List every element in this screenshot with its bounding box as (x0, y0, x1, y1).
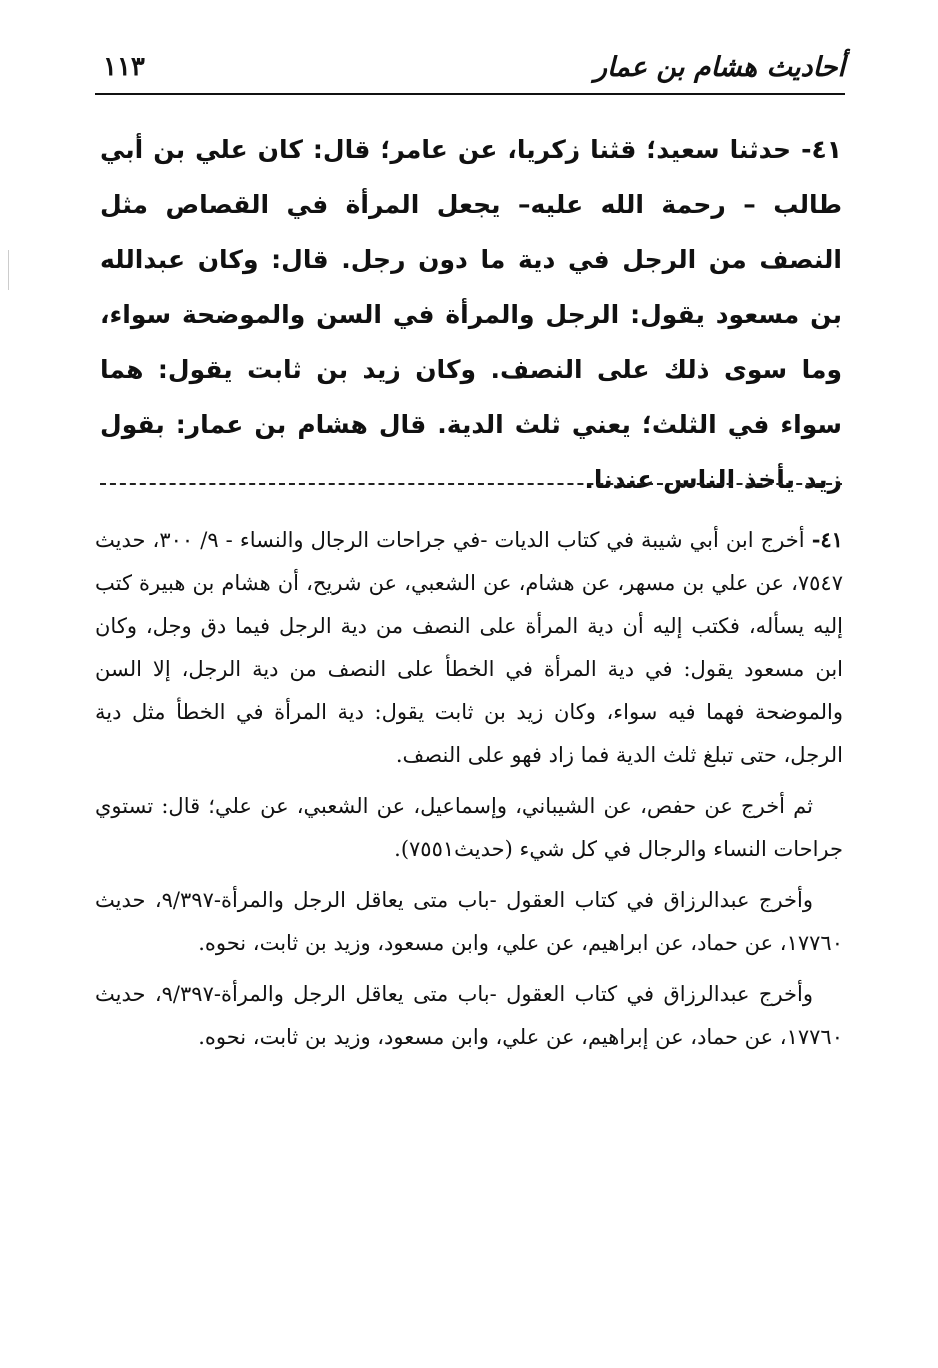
page-number: ١١٣ (103, 52, 145, 82)
running-header (95, 48, 845, 88)
hadith-text (100, 122, 842, 507)
footnotes (95, 518, 843, 1067)
footnote-text: ثم أخرج عن حفص، عن الشيباني، وإسماعيل، عن الشعبي، عن علي؛ قال: تستوي جراحات النساء والرجال في كل شيء (حديث٧٥٥١). (95, 794, 843, 861)
hadith-body: حدثنا سعيد؛ قثنا زكريا، عن عامر؛ قال: كان علي بن أبي طالب – رحمة الله عليه– يجعل المرأة في القصاص مثل النصف من الرجل في دية ما دون رجل. قال: وكان عبدالله بن مسعود يقول: الرجل والمرأة في السن والموضحة سواء، وما سوى ذلك على النصف. وكان زيد بن ثابت يقول: هما سواء في الثلث؛ يعني ثلث الدية. قال هشام بن عمار: بقول زيد يأخذ الناس عندنا. (100, 135, 842, 494)
footnote-paragraph (95, 879, 843, 965)
footnote-number: ٤١- (811, 527, 843, 552)
footnote-text: وأخرج عبدالرزاق في كتاب العقول -باب متى يعاقل الرجل والمرأة-٩/٣٩٧، حديث ١٧٧٦٠، عن حماد، عن ابراهيم، عن علي، وابن مسعود، وزيد بن ثابت، نحوه. (95, 888, 843, 955)
scan-edge-mark (8, 250, 9, 290)
footnote-paragraph (95, 785, 843, 871)
footnote-text: أخرج ابن أبي شيبة في كتاب الديات -في جراحات الرجال والنساء - ٩/ ٣٠٠، حديث ٧٥٤٧، عن علي بن مسهر، عن هشام، عن الشعبي، عن شريح، أن هشام بن هبيرة كتب إليه يسأله، فكتب إليه أن دية المرأة على النصف من دية الرجل فيما دق وجل، وكان ابن مسعود يقول: في دية المرأة في الخطأ على النصف من دية الرجل، إلا السن والموضحة فهما فيه سواء، وكان زيد بن ثابت يقول: دية المرأة في الخطأ مثل دية الرجل، حتى تبلغ ثلث الدية فما زاد فهو على النصف. (95, 528, 843, 767)
footnote-separator (100, 483, 842, 485)
footnote-paragraph (95, 973, 843, 1059)
footnote-paragraph (95, 518, 843, 777)
footnote-text: وأخرج عبدالرزاق في كتاب العقول -باب متى يعاقل الرجل والمرأة-٩/٣٩٧، حديث ١٧٧٦٠، عن حماد، عن إبراهيم، عن علي، وابن مسعود، وزيد بن ثابت، نحوه. (95, 982, 843, 1049)
running-title: أحاديث هشام بن عمار (594, 52, 845, 83)
hadith-number: ٤١- (801, 135, 842, 164)
header-rule (95, 93, 845, 95)
